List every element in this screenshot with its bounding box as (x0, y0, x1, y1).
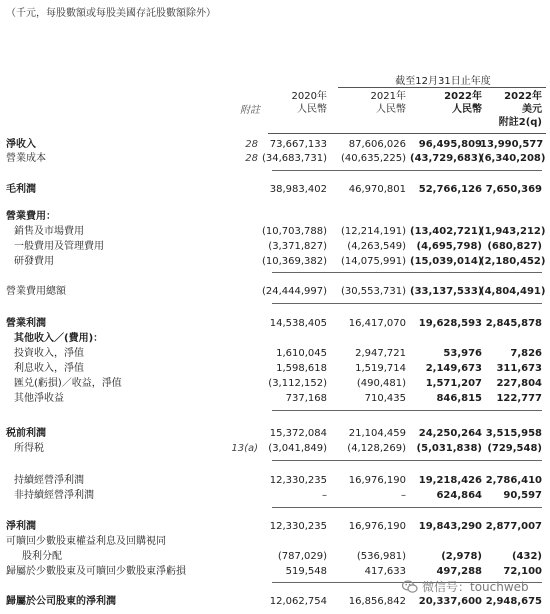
cell-2020: 737,168 (285, 393, 327, 404)
cell-2021: 1,519,714 (355, 363, 406, 374)
row-label: 股利分配 (22, 551, 62, 562)
cell-2021: 87,606,026 (348, 139, 406, 150)
cell-2022-usd: 72,100 (503, 566, 542, 577)
table-row (0, 565, 550, 579)
cell-2022-usd: 2,845,878 (485, 318, 542, 329)
cell-2022-rmb: 19,843,290 (418, 521, 482, 532)
cell-2022-rmb: 20,337,600 (418, 596, 482, 607)
cell-2022-usd: 227,804 (496, 378, 542, 389)
cell-2021: 46,970,801 (348, 184, 406, 195)
notes-header: 附註 (240, 105, 260, 116)
cell-2020: 15,372,084 (269, 428, 327, 439)
col-currency: 人民幣 (297, 104, 327, 115)
col-extra: 附註2(q) (498, 117, 542, 128)
cell-2021: (12,214,191) (340, 226, 406, 237)
table-row (0, 377, 550, 391)
cell-2022-usd: 2,786,410 (485, 475, 542, 486)
cell-2022-rmb: (33,137,533) (410, 286, 483, 297)
col-year: 2021年 (370, 91, 406, 102)
col-currency: 美元 (522, 104, 542, 115)
table-row (0, 550, 550, 564)
row-note: 28 (245, 153, 258, 164)
cell-2021: (30,553,731) (340, 286, 406, 297)
row-label: 其他淨收益 (14, 393, 64, 404)
period-rule (338, 87, 546, 88)
row-label: 投資收入，淨值 (14, 348, 84, 359)
cell-2020: 14,538,405 (269, 318, 327, 329)
row-label: 持續經營淨利潤 (14, 475, 84, 486)
cell-2022-usd: (1,943,212) (480, 226, 546, 237)
cell-2022-usd: 7,826 (510, 348, 542, 359)
period-caption: 截至12月31日止年度 (395, 76, 491, 87)
cell-2022-usd: 3,515,958 (485, 428, 542, 439)
cell-2020: 1,610,045 (276, 348, 327, 359)
row-label: 歸屬於公司股東的淨利潤 (6, 596, 116, 607)
cell-2022-rmb: (5,031,838) (416, 443, 482, 454)
cell-2022-rmb: 52,766,126 (418, 184, 482, 195)
col-header-2021 (330, 90, 406, 116)
row-label: 銷售及市場費用 (14, 226, 84, 237)
col-header-2020 (252, 90, 327, 116)
cell-2021: 417,633 (364, 566, 406, 577)
table-row (0, 317, 550, 331)
row-note: 13(a) (231, 443, 258, 454)
cell-2022-rmb: (2,978) (441, 551, 482, 562)
col-year: 2022年 (504, 91, 542, 102)
table-row (0, 392, 550, 406)
row-label: 匯兑(虧損)／收益，淨值 (14, 378, 122, 389)
cell-2020: 1,598,618 (276, 363, 327, 374)
cell-2021: 16,856,842 (348, 596, 406, 607)
subtotal-rule (272, 460, 542, 461)
cell-2022-rmb: (13,402,721) (410, 226, 483, 237)
table-row (0, 240, 550, 254)
table-row (0, 138, 550, 152)
table-row (0, 255, 550, 269)
row-label: 非持續經營淨利潤 (14, 490, 94, 501)
cell-2022-usd: 311,673 (496, 363, 542, 374)
row-label: 其他收入／(費用)： (14, 333, 104, 344)
cell-2022-rmb: 1,571,207 (425, 378, 482, 389)
row-label: 淨利潤 (6, 521, 36, 532)
table-row (0, 285, 550, 299)
col-header-2022-usd (480, 90, 542, 129)
cell-2022-usd: (6,340,208) (480, 153, 546, 164)
cell-2020: (10,703,788) (261, 226, 327, 237)
cell-2020: (787,029) (277, 551, 327, 562)
cell-2022-usd: 2,877,007 (485, 521, 542, 532)
cell-2021: – (401, 490, 406, 501)
cell-2020: – (322, 490, 327, 501)
row-label: 所得税 (14, 443, 44, 454)
subtotal-rule (272, 272, 542, 273)
subtotal-rule (272, 170, 542, 171)
cell-2020: 12,330,235 (269, 475, 327, 486)
cell-2022-usd: (4,804,491) (480, 286, 546, 297)
wechat-icon (402, 580, 418, 594)
row-label: 一般費用及管理費用 (14, 241, 104, 252)
subtotal-rule (272, 303, 542, 304)
row-label: 税前利潤 (6, 428, 46, 439)
cell-2021: (4,128,269) (347, 443, 406, 454)
table-row (0, 362, 550, 376)
cell-2022-usd: 13,990,577 (480, 139, 544, 150)
col-currency: 人民幣 (376, 104, 406, 115)
table-row (0, 152, 550, 166)
cell-2022-usd: (432) (511, 551, 542, 562)
cell-2021: (4,263,549) (347, 241, 406, 252)
row-label: 歸屬於少數股東及可贖回少數股東淨虧損 (6, 566, 186, 577)
cell-2020: (10,369,382) (261, 256, 327, 267)
section-heading (0, 210, 550, 224)
cell-2021: 16,417,070 (348, 318, 406, 329)
cell-2022-rmb: 19,628,593 (418, 318, 482, 329)
cell-2021: 2,947,721 (355, 348, 406, 359)
header-note: （千元，每股數額或每股美國存託股數額除外） (6, 8, 216, 19)
cell-2022-rmb: (4,695,798) (416, 241, 482, 252)
header-rule (268, 133, 546, 134)
cell-2022-rmb: 846,815 (436, 393, 482, 404)
table-row (0, 535, 550, 549)
cell-2020: 73,667,133 (269, 139, 327, 150)
cell-2021: 16,976,190 (348, 521, 406, 532)
row-note: 28 (245, 139, 258, 150)
cell-2020: 38,983,402 (269, 184, 327, 195)
cell-2022-usd: 90,597 (503, 490, 542, 501)
cell-2022-rmb: 2,149,673 (425, 363, 482, 374)
table-row (0, 595, 550, 609)
cell-2020: (3,112,152) (268, 378, 327, 389)
cell-2022-usd: 7,650,369 (485, 184, 542, 195)
table-row (0, 427, 550, 441)
row-label: 營業利潤 (6, 318, 46, 329)
cell-2020: (34,683,731) (261, 153, 327, 164)
cell-2021: 21,104,459 (348, 428, 406, 439)
subtotal-rule (272, 507, 542, 508)
cell-2021: (490,481) (356, 378, 406, 389)
row-label: 可贖回少數股東權益利息及回購視同 (6, 536, 166, 547)
cell-2021: (14,075,991) (340, 256, 406, 267)
section-heading (0, 332, 550, 346)
row-label: 營業費用： (6, 211, 56, 222)
cell-2020: 12,062,754 (269, 596, 327, 607)
cell-2022-rmb: 96,495,809 (418, 139, 482, 150)
cell-2020: (3,041,849) (268, 443, 327, 454)
row-label: 研發費用 (14, 256, 54, 267)
cell-2020: (3,371,827) (268, 241, 327, 252)
cell-2021: (536,981) (356, 551, 406, 562)
cell-2022-rmb: (43,729,683) (410, 153, 483, 164)
table-row (0, 520, 550, 534)
watermark-text: 微信号：touchweb (422, 580, 529, 594)
cell-2022-usd: 2,948,675 (485, 596, 542, 607)
cell-2020: (24,444,997) (261, 286, 327, 297)
cell-2020: 12,330,235 (269, 521, 327, 532)
cell-2022-rmb: 624,864 (436, 490, 482, 501)
table-row (0, 347, 550, 361)
row-label: 毛利潤 (6, 184, 36, 195)
row-label: 淨收入 (6, 139, 36, 150)
table-row (0, 225, 550, 239)
cell-2020: 519,548 (285, 566, 327, 577)
col-year: 2022年 (444, 91, 482, 102)
row-label: 利息收入，淨值 (14, 363, 84, 374)
cell-2021: 710,435 (364, 393, 406, 404)
table-row (0, 183, 550, 197)
cell-2021: 16,976,190 (348, 475, 406, 486)
col-currency: 人民幣 (452, 104, 482, 115)
cell-2022-rmb: 19,218,426 (418, 475, 482, 486)
cell-2022-usd: (2,180,452) (480, 256, 546, 267)
table-row (0, 442, 550, 456)
cell-2022-usd: (680,827) (487, 241, 542, 252)
watermark (402, 578, 529, 595)
cell-2022-rmb: 497,288 (436, 566, 482, 577)
table-row (0, 489, 550, 503)
subtotal-rule (272, 410, 542, 411)
cell-2022-rmb: (15,039,014) (410, 256, 483, 267)
row-label: 營業費用總額 (6, 286, 66, 297)
cell-2022-rmb: 53,976 (443, 348, 482, 359)
cell-2021: (40,635,225) (340, 153, 406, 164)
cell-2022-usd: 122,777 (496, 393, 542, 404)
cell-2022-rmb: 24,250,264 (418, 428, 482, 439)
col-header-2022-rmb (410, 90, 482, 116)
row-label: 營業成本 (6, 153, 46, 164)
table-row (0, 474, 550, 488)
col-year: 2020年 (291, 91, 327, 102)
cell-2022-usd: (729,548) (487, 443, 542, 454)
